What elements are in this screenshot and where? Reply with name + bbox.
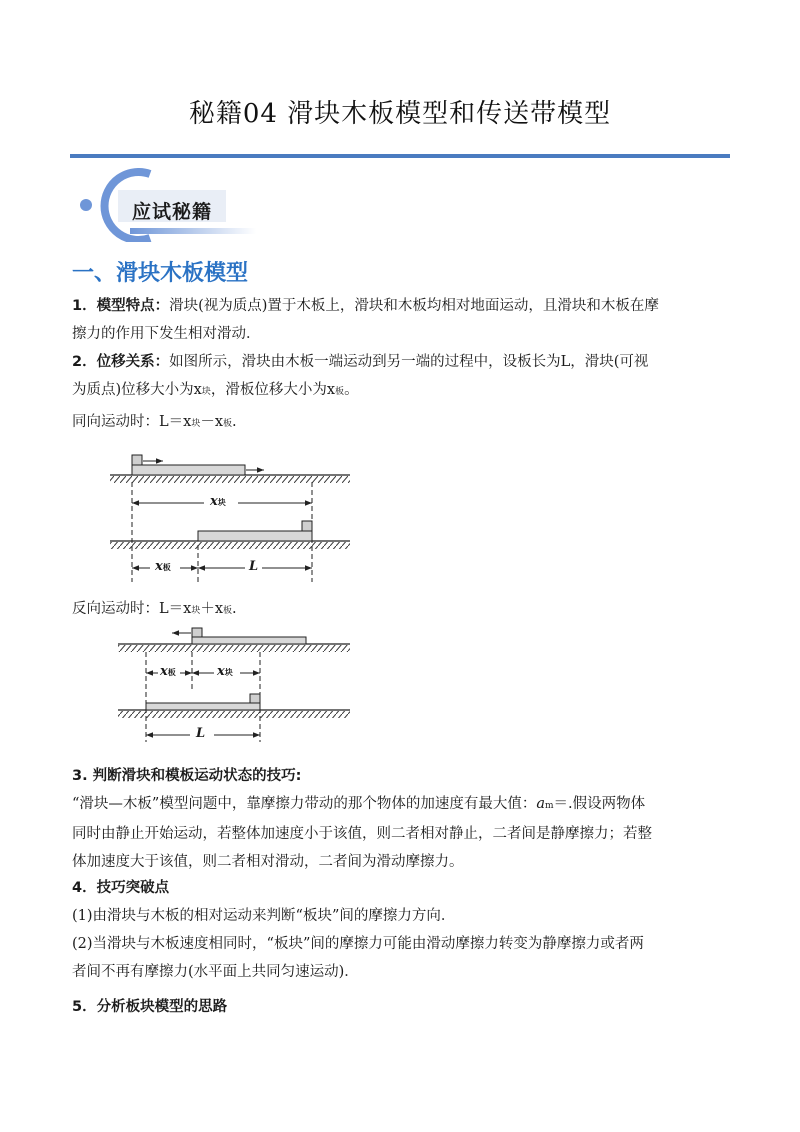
block (132, 455, 142, 465)
page-title: 秘籍04 滑块木板模型和传送带模型 (188, 99, 612, 129)
badge-label: 应试秘籍 (132, 201, 213, 223)
ground-hatch (110, 476, 350, 483)
diagram2-length-label: L (196, 726, 206, 741)
diagram2-x-board-label: x板 (160, 664, 176, 679)
point-3: 3. 判断滑块和模板运动状态的技巧: “滑块—木板”模型问题中，靠摩擦力带动的那个物体的加速度有最大值：am＝.假设两物体 同时由静止开始运动，若整体加速度小于该值，则二者相对静止，二者间是静摩擦力；若整 体加速度大于该值，则二者相对滑动，二者间为滑动摩擦力。 (72, 768, 652, 870)
point-3-label: 3. 判断滑块和模板运动状态的技巧: (72, 768, 302, 784)
diagram1-length-label: L (249, 559, 259, 574)
point-4: 4．技巧突破点 (1)由滑块与木板的相对运动来判断“板块”间的摩擦力方向． (2)当滑块与木板速度相同时，“板块”间的摩擦力可能由滑动摩擦力转变为静摩擦力或者两 者间不再有摩擦力(水平面上共同匀速运动)． (72, 880, 644, 980)
point-5-label: 5．分析板块模型的思路 (72, 999, 228, 1015)
point-1-label: 1．模型特点： (72, 298, 170, 314)
point-2: 2．位移关系：如图所示，滑块由木板一端运动到另一端的过程中，设板长为L，滑块(可视 为质点)位移大小为x块，滑板位移大小为x板。 (72, 354, 649, 398)
point-2-label: 2．位移关系： (72, 354, 170, 370)
diagram1-x-block-label: x块 (210, 494, 226, 509)
badge-dot-icon (80, 199, 92, 211)
point-4-label: 4．技巧突破点 (72, 880, 170, 896)
same-direction-formula: 同向运动时：L＝x块－x板. (72, 414, 237, 430)
diagram2-x-block-label: x块 (217, 664, 233, 679)
opposite-direction-formula: 反向运动时：L＝x块＋x板. (72, 601, 237, 617)
section-heading: 一、滑块木板模型 (72, 261, 249, 286)
point-1: 1．模型特点：滑块(视为质点)置于木板上，滑块和木板均相对地面运动，且滑块和木板在摩 擦力的作用下发生相对滑动． (72, 298, 659, 342)
title-divider (70, 154, 730, 158)
diagram1-x-board-label: x板 (155, 559, 171, 574)
board (132, 465, 245, 475)
point-5 (72, 993, 732, 1021)
